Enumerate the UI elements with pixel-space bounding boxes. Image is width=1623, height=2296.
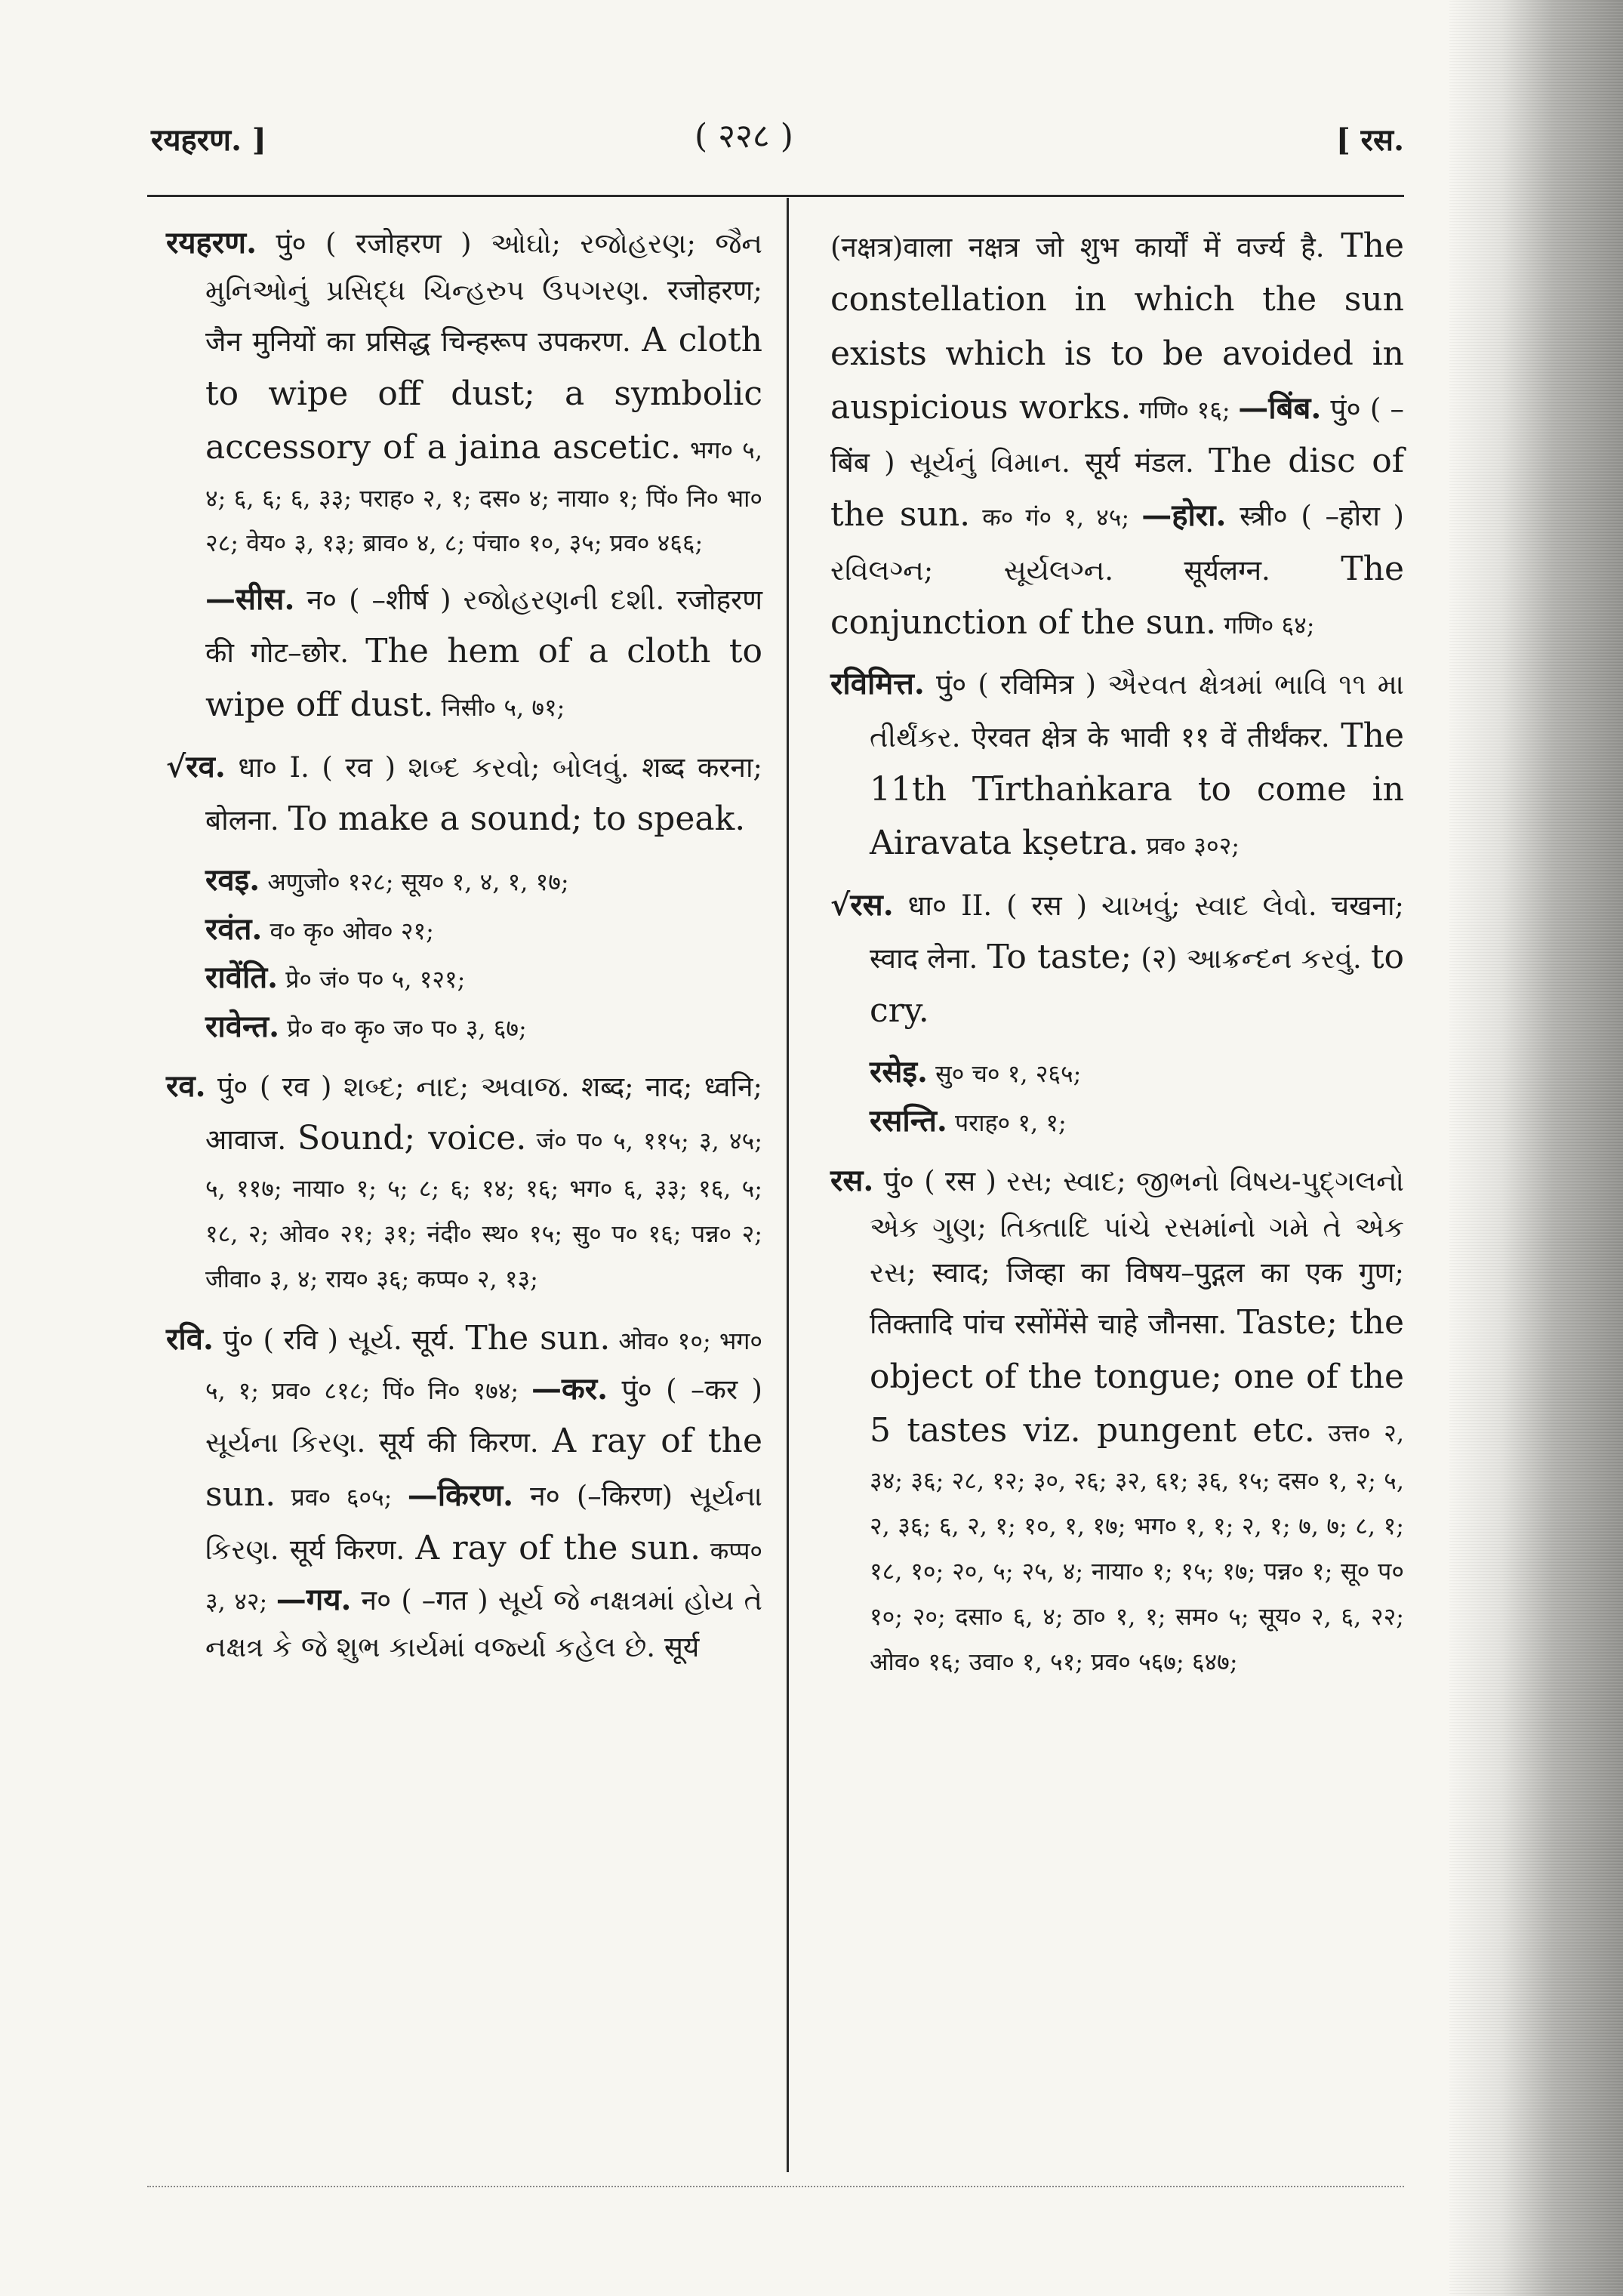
right-column xyxy=(815,219,1404,1694)
headword: रावेन्त. xyxy=(205,1009,280,1045)
definition: (नक्षत्र)वाला नक्षत्र जो शुभ कार्यों में वर्ज्य है. xyxy=(830,231,1341,264)
definition: धा० II. ( रस ) ચાખવું; સ્વાદ લેવો. चखना; स्वाद लेना. xyxy=(870,889,1404,975)
subentry-sisa xyxy=(151,575,762,732)
subentry-headword: —गय. xyxy=(276,1581,352,1617)
definition: न० ( –शीर्ष ) રજોહરણની દશી. रजोहरण की गोट–छोर. xyxy=(205,584,762,670)
verb-form xyxy=(151,905,762,954)
definition: पुं० ( रजोहरण ) ઓઘો; રજોહરણ; જૈન મુનિઓનું પ્રસિદ્ધ ચિન્હરુપ ઉપગરણ. रजोहरण; जैन मुनियों का प्रसिद्ध चिन्हरूप उपकरण. xyxy=(205,227,762,358)
header-right-guideword: [ रस. xyxy=(1335,122,1404,158)
references: प्रे० व० कृ० ज० प० ३, ६७; xyxy=(279,1014,527,1043)
headword: रस. xyxy=(830,1162,874,1198)
english-gloss: The constellation in which the sun exists which is to be avoided in auspicious works. xyxy=(830,227,1404,427)
definition: पुं० ( –बिंब ) સૂર્યનું વિમાન. सूर्य मंडल. xyxy=(830,392,1404,479)
english-gloss: The conjunction of the sun. xyxy=(830,549,1404,642)
english-gloss: A ray of the sun. xyxy=(415,1529,701,1568)
header-left-guideword: रयहरण. ] xyxy=(151,122,266,158)
definition: पुं० ( –कर ) સૂર્યના કિરણ. सूर्य की किरण. xyxy=(205,1373,762,1459)
references: अणुजो० १२८; सूय० १, ४, १, १७; xyxy=(260,867,569,896)
references: प्रव० ६०५; xyxy=(276,1483,408,1512)
references: गणि० १६; xyxy=(1131,395,1239,424)
headword: रसेइ. xyxy=(870,1054,928,1090)
definition: न० ( –गत ) સૂર્ય જે નક્ષત્રમાં હોય તે નક્ષત્ર કે જે શુભ કાર્યમાં વર્જ્યા કહેલ છે. सूर्य xyxy=(205,1583,762,1663)
definition: पुं० ( रस ) રસ; સ્વાદ; જીભનો વિષય-પુદ્ગલનો એક ગુણ; તિક્તાદિ પાંચે રસમાંનો ગમે તે એક રસ; स्वाद; जिव्हा का विषय–पुद्गल का एक गुण; तिक्तादि पांच रसोंमेंसे चाहे जौनसा. xyxy=(870,1164,1404,1341)
references: जं० प० ५, ११५; ३, ४५; ५, ११७; नाया० १; ५; ८; ६; १४; १६; भग० ६, ३३; १६, ५; १८, २; ओव० २१; ३१; नंदी० स्थ० १५; सु० प० १६; पन्न० २; जीवा० ३, ४; राय० ३६; कप्प० २, १३; xyxy=(205,1126,762,1293)
entry-ravimitta xyxy=(815,660,1404,871)
entry-rasa-verb xyxy=(815,881,1404,1037)
english-gloss: The 11th Tīrthaṅkara to come in Airavata kṣetra. xyxy=(870,716,1404,863)
english-gloss: The disc of the sun. xyxy=(830,442,1405,535)
entry-rasa-noun xyxy=(815,1157,1404,1684)
headword: रयहरण. xyxy=(166,225,257,260)
english-gloss: A cloth to wipe off dust; a symbolic accessory of a jaina ascetic. xyxy=(205,320,762,467)
headword: रवि. xyxy=(166,1321,214,1357)
english-gloss: A ray of the sun. xyxy=(205,1421,762,1515)
headword: रव. xyxy=(166,1068,206,1104)
english-gloss: The hem of a cloth to wipe off dust. xyxy=(205,632,762,725)
references: क० गं० १, ४५; xyxy=(970,503,1142,532)
references: प्रव० ३०२; xyxy=(1138,831,1240,861)
definition: पुं० ( रवि ) સૂર્ય. सूर्य. xyxy=(213,1323,466,1356)
references: ओव० १०; भग० ५, १; प्रव० ८१८; पिं० नि० १७४; xyxy=(205,1326,763,1406)
english-gloss: Sound; voice. xyxy=(297,1118,527,1157)
references: पराह० १, १; xyxy=(947,1108,1067,1137)
references: सु० च० १, २६५; xyxy=(927,1059,1082,1089)
references: गणि० ६४; xyxy=(1216,610,1315,639)
definition: धा० I. ( रव ) શબ્દ કરવો; બોલવું. शब्द करना; बोलना. xyxy=(205,750,762,837)
column-divider xyxy=(787,198,789,2172)
english-gloss: The sun. xyxy=(465,1318,611,1358)
bottom-dotted-line xyxy=(147,2186,1404,2188)
references: कप्प० ३, ४२; xyxy=(205,1536,763,1616)
headword: रस. xyxy=(850,886,894,923)
references: व० कृ० ओव० २१; xyxy=(262,916,434,945)
references: निसी० ५, ७१; xyxy=(433,693,565,723)
subentry-headword: —होरा. xyxy=(1141,498,1227,534)
references: प्रे० जं० प० ५, १२१; xyxy=(278,965,466,994)
left-column xyxy=(151,219,762,1680)
entry-ravi xyxy=(151,1311,762,1670)
headword: रविमित्त. xyxy=(830,666,925,702)
header-rule xyxy=(147,195,1404,197)
verb-form xyxy=(151,856,762,905)
entry-continuation xyxy=(815,219,1404,649)
entry-rava-verb xyxy=(151,743,762,846)
headword: रवंत. xyxy=(205,911,263,947)
headword: रव. xyxy=(186,748,226,784)
references: भग० ५, ४; ६, ६; ६, ३३; पराह० २, १; दस० ४; नाया० १; पिं० नि० भा० २८; वेय० ३, १३; ब्राव० ४, ८; पंचा० १०, ३५; प्रव० ४६६; xyxy=(205,436,762,558)
subentry-headword: —किरण. xyxy=(407,1478,514,1514)
english-gloss: To taste; xyxy=(987,937,1132,976)
running-header xyxy=(151,112,1404,165)
verb-form xyxy=(151,1003,762,1052)
definition: पुं० ( रविमित्र ) ઐરવત ક્ષેત્રમાં ભાવિ ૧૧ મા તીર્થંકર. ऐरवत क्षेत्र के भावी ११ वें तीर्थंकर. xyxy=(870,668,1404,754)
definition: पुं० ( रव ) શબ્દ; નાદ; અવાજ. शब्द; नाद; ध्वनि; आवाज. xyxy=(205,1070,762,1156)
scanned-page-edge xyxy=(1449,0,1623,2296)
root-check-mark: √ xyxy=(830,886,851,923)
page-number: ( २२८ ) xyxy=(694,117,793,156)
headword: रवइ. xyxy=(205,861,260,898)
headword: रावेंति. xyxy=(205,960,279,996)
verb-form xyxy=(815,1048,1404,1097)
verb-form xyxy=(815,1097,1404,1146)
entry-rayaharana xyxy=(151,219,762,565)
subentry-headword: —बिंब. xyxy=(1238,390,1322,426)
definition: न० (–किरण) સૂર્યના કિરણ. सूर्य किरण. xyxy=(205,1480,762,1567)
references: उत्त० २, ३४; ३६; २८, १२; ३०, २६; ३२, ६१; ३६, १५; दस० १, २; ५, २, ३६; ६, २, १; १०, १, १७; भग० १, १; २, १; ७, ७; ८, १; १८, १०; २०, ५; २५, ४; नाया० १; १५; १७; पन्न० १; सू० प० १०; २०; दसा० ६, ४; ठा० १, १; सम० ५; सूय० २, ६, २२; ओव० १६; उवा० १, ५१; प्रव० ५६७; ६४७; xyxy=(870,1418,1404,1676)
english-gloss: To make a sound; to speak. xyxy=(288,799,746,838)
english-gloss: to cry. xyxy=(870,937,1404,1030)
entry-rava-noun xyxy=(151,1062,762,1301)
root-check-mark: √ xyxy=(166,748,186,784)
english-gloss: Taste; the object of the tongue; one of the 5 tastes viz. pungent etc. xyxy=(870,1303,1404,1450)
subentry-headword: —कर. xyxy=(531,1371,608,1407)
headword: रसन्ति. xyxy=(870,1102,947,1139)
definition: (२) આક્રન્દન કરવું. xyxy=(1132,942,1371,975)
verb-form xyxy=(151,954,762,1003)
definition: स्त्री० ( –होरा ) રવિલગ્ન; સૂર્યલગ્ન. सूर्यलग्न. xyxy=(830,500,1404,587)
headword: —सीस. xyxy=(205,581,295,618)
